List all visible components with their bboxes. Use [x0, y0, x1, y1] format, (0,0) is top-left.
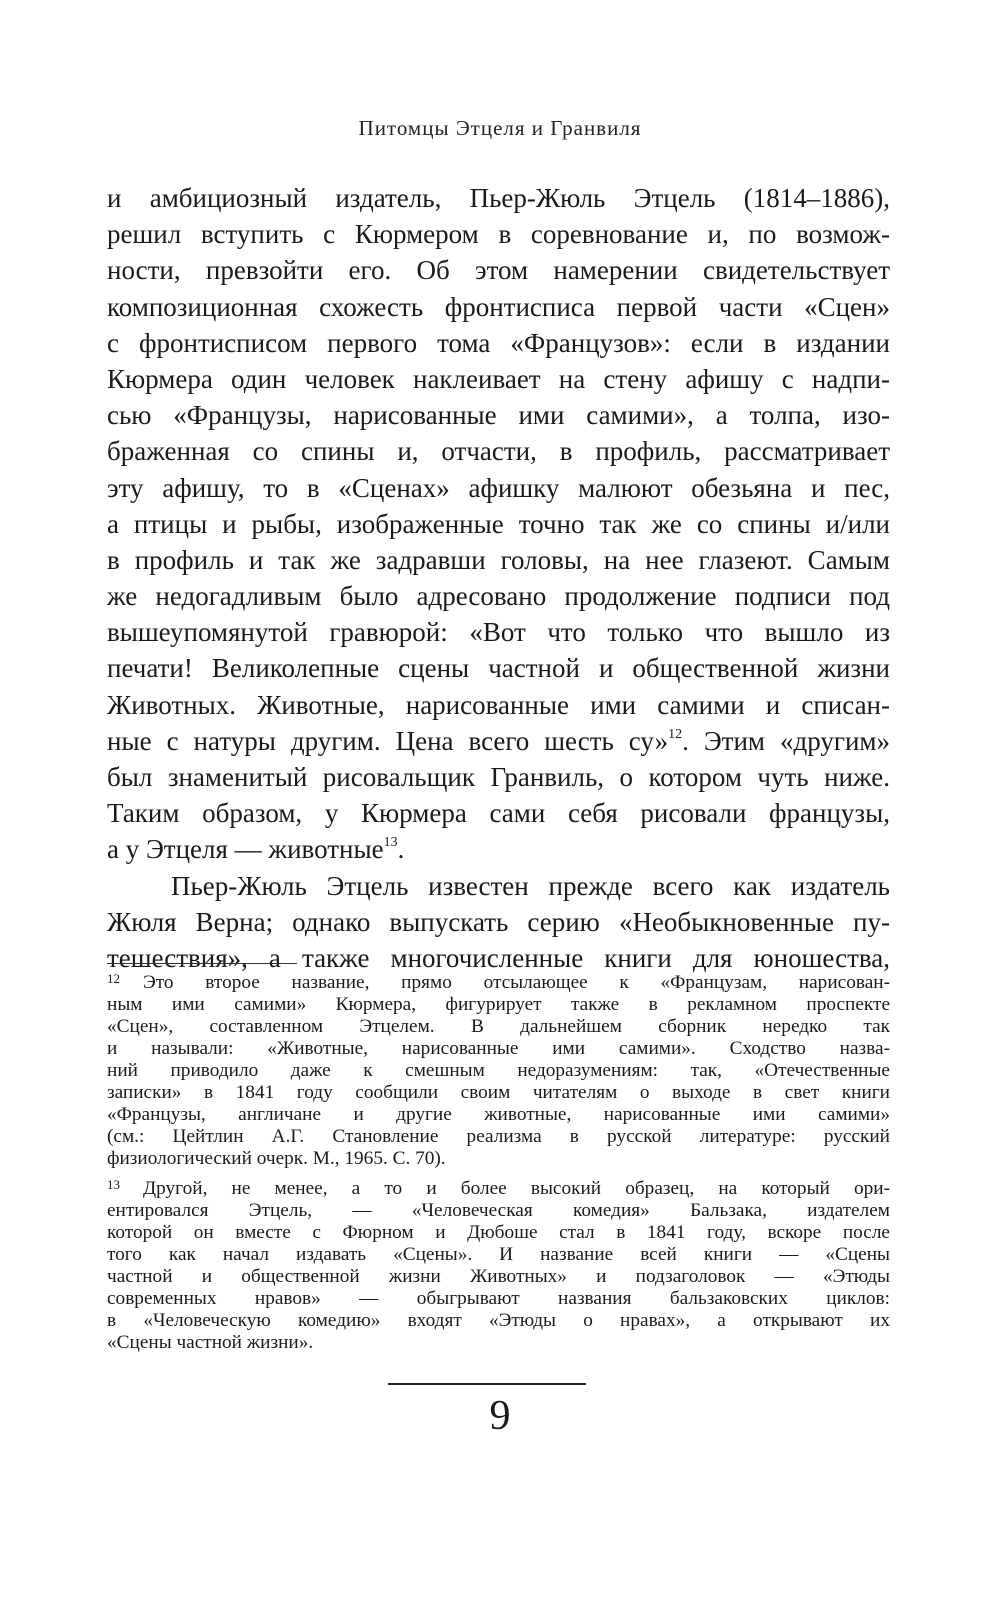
footnote-line: ным ими самими» Кюрмера, фигурирует также в рекламном проспекте	[107, 994, 890, 1015]
footnote-line: «Сцены частной жизни».	[107, 1332, 314, 1353]
footnote-line: физиологический очерк. М., 1965. С. 70).	[107, 1148, 446, 1169]
footnote-divider	[107, 963, 297, 964]
folio-divider	[388, 1383, 586, 1385]
text-line: Таким образом, у Кюрмера сами себя рисовали французы,	[107, 798, 890, 829]
text-line: был знаменитый рисовальщик Гранвиль, о котором чуть ниже.	[107, 762, 890, 792]
footnote-line: записки» в 1841 году сообщили своим читателям о выходе в свет книги	[107, 1082, 890, 1103]
text-line: эту афишу, то в «Сценах» афишку малюют обезьяна и пес,	[107, 472, 890, 503]
footnote-line: 13 Другой, не менее, а то и более высокий образец, на который ори-	[107, 1177, 890, 1199]
text-line: ные с натуры другим. Цена всего шесть су»$^{12}$. Этим «другим»	[107, 725, 890, 756]
footnotes	[107, 972, 890, 1354]
text-line: сью «Французы, нарисованные ими самими», а толпа, изо-	[107, 400, 890, 431]
footnote-12	[107, 972, 890, 1170]
body-text	[107, 180, 890, 976]
footnote-13	[107, 1178, 890, 1354]
text-line: в профиль и так же задравши головы, на нее глазеют. Самым	[107, 544, 890, 575]
footnote-line: в «Человеческую комедию» входят «Этюды о нравах», а открывают их	[107, 1310, 890, 1331]
footnote-line: и называли: «Животные, нарисованные ими самими». Сходство назва-	[107, 1038, 890, 1059]
footnote-line: того как начал издавать «Сцены». И название всей книги — «Сцены	[107, 1244, 890, 1265]
text-line: тешествия», а также многочисленные книги для юношества,	[107, 942, 890, 973]
footnote-line: которой он вместе с Фюрном и Дюбоше стал в 1841 году, вскоре после	[107, 1222, 890, 1243]
footnote-ref-13[interactable]: 13	[383, 835, 398, 851]
running-title: Питомцы Этцеля и Гранвиля	[358, 116, 642, 140]
footnote-line: 12 Это второе название, прямо отсылающее к «Французам, нарисован-	[107, 971, 890, 993]
text-line: же недогадливым было адресовано продолжение подписи под	[107, 581, 890, 612]
text-line: браженная со спины и, отчасти, в профиль, рассматривает	[107, 436, 890, 467]
text-line: ности, превзойти его. Об этом намерении свидетельствует	[107, 255, 890, 286]
footnote-line: ентировался Этцель, — «Человеческая комедия» Бальзака, издателем	[107, 1200, 890, 1221]
text-line: Животных. Животные, нарисованные ими самими и списан-	[107, 689, 890, 720]
text-line: а птицы и рыбы, изображенные точно так же со спины и/или	[107, 508, 890, 539]
footnote-line: «Французы, англичане и другие животные, нарисованные ими самими»	[107, 1104, 890, 1125]
text-line: Кюрмера один человек наклеивает на стену афишу с надпи-	[107, 363, 890, 394]
text-line: вышеупомянутой гравюрой: «Вот что только что вышло из	[107, 617, 890, 648]
text-line: с фронтисписом первого тома «Французов»: если в издании	[107, 327, 890, 358]
footnote-line: ний приводило даже к смешным недоразумениям: так, «Отечественные	[107, 1060, 890, 1081]
footnote-ref-12[interactable]: 12	[668, 726, 683, 742]
page-number: 9	[489, 1393, 511, 1439]
footnote-line: частной и общественной жизни Животных» и подзаголовок — «Этюды	[107, 1266, 890, 1287]
footnote-line: (см.: Цейтлин А.Г. Становление реализма в русской литературе: русский	[107, 1126, 890, 1147]
text-line: Пьер-Жюль Этцель известен прежде всего как издатель	[171, 870, 890, 901]
text-line: Жюля Верна; однако выпускать серию «Необыкновенные пу-	[107, 906, 890, 937]
footnote-line: «Сцен», составленном Этцелем. В дальнейшем сборник нередко так	[107, 1016, 890, 1037]
text-line: и амбициозный издатель, Пьер-Жюль Этцель (1814–1886),	[107, 183, 890, 213]
text-line: печати! Великолепные сцены частной и общественной жизни	[107, 653, 890, 684]
footnote-line: современных нравов» — обыгрывают названия бальзаковских циклов:	[107, 1288, 890, 1309]
text-line: решил вступить с Кюрмером в соревнование и, по возмож-	[107, 219, 890, 250]
text-line: композиционная схожесть фронтисписа первой части «Сцен»	[107, 291, 890, 322]
text-line: а у Этцеля — животные$^{13}$.	[107, 834, 405, 865]
